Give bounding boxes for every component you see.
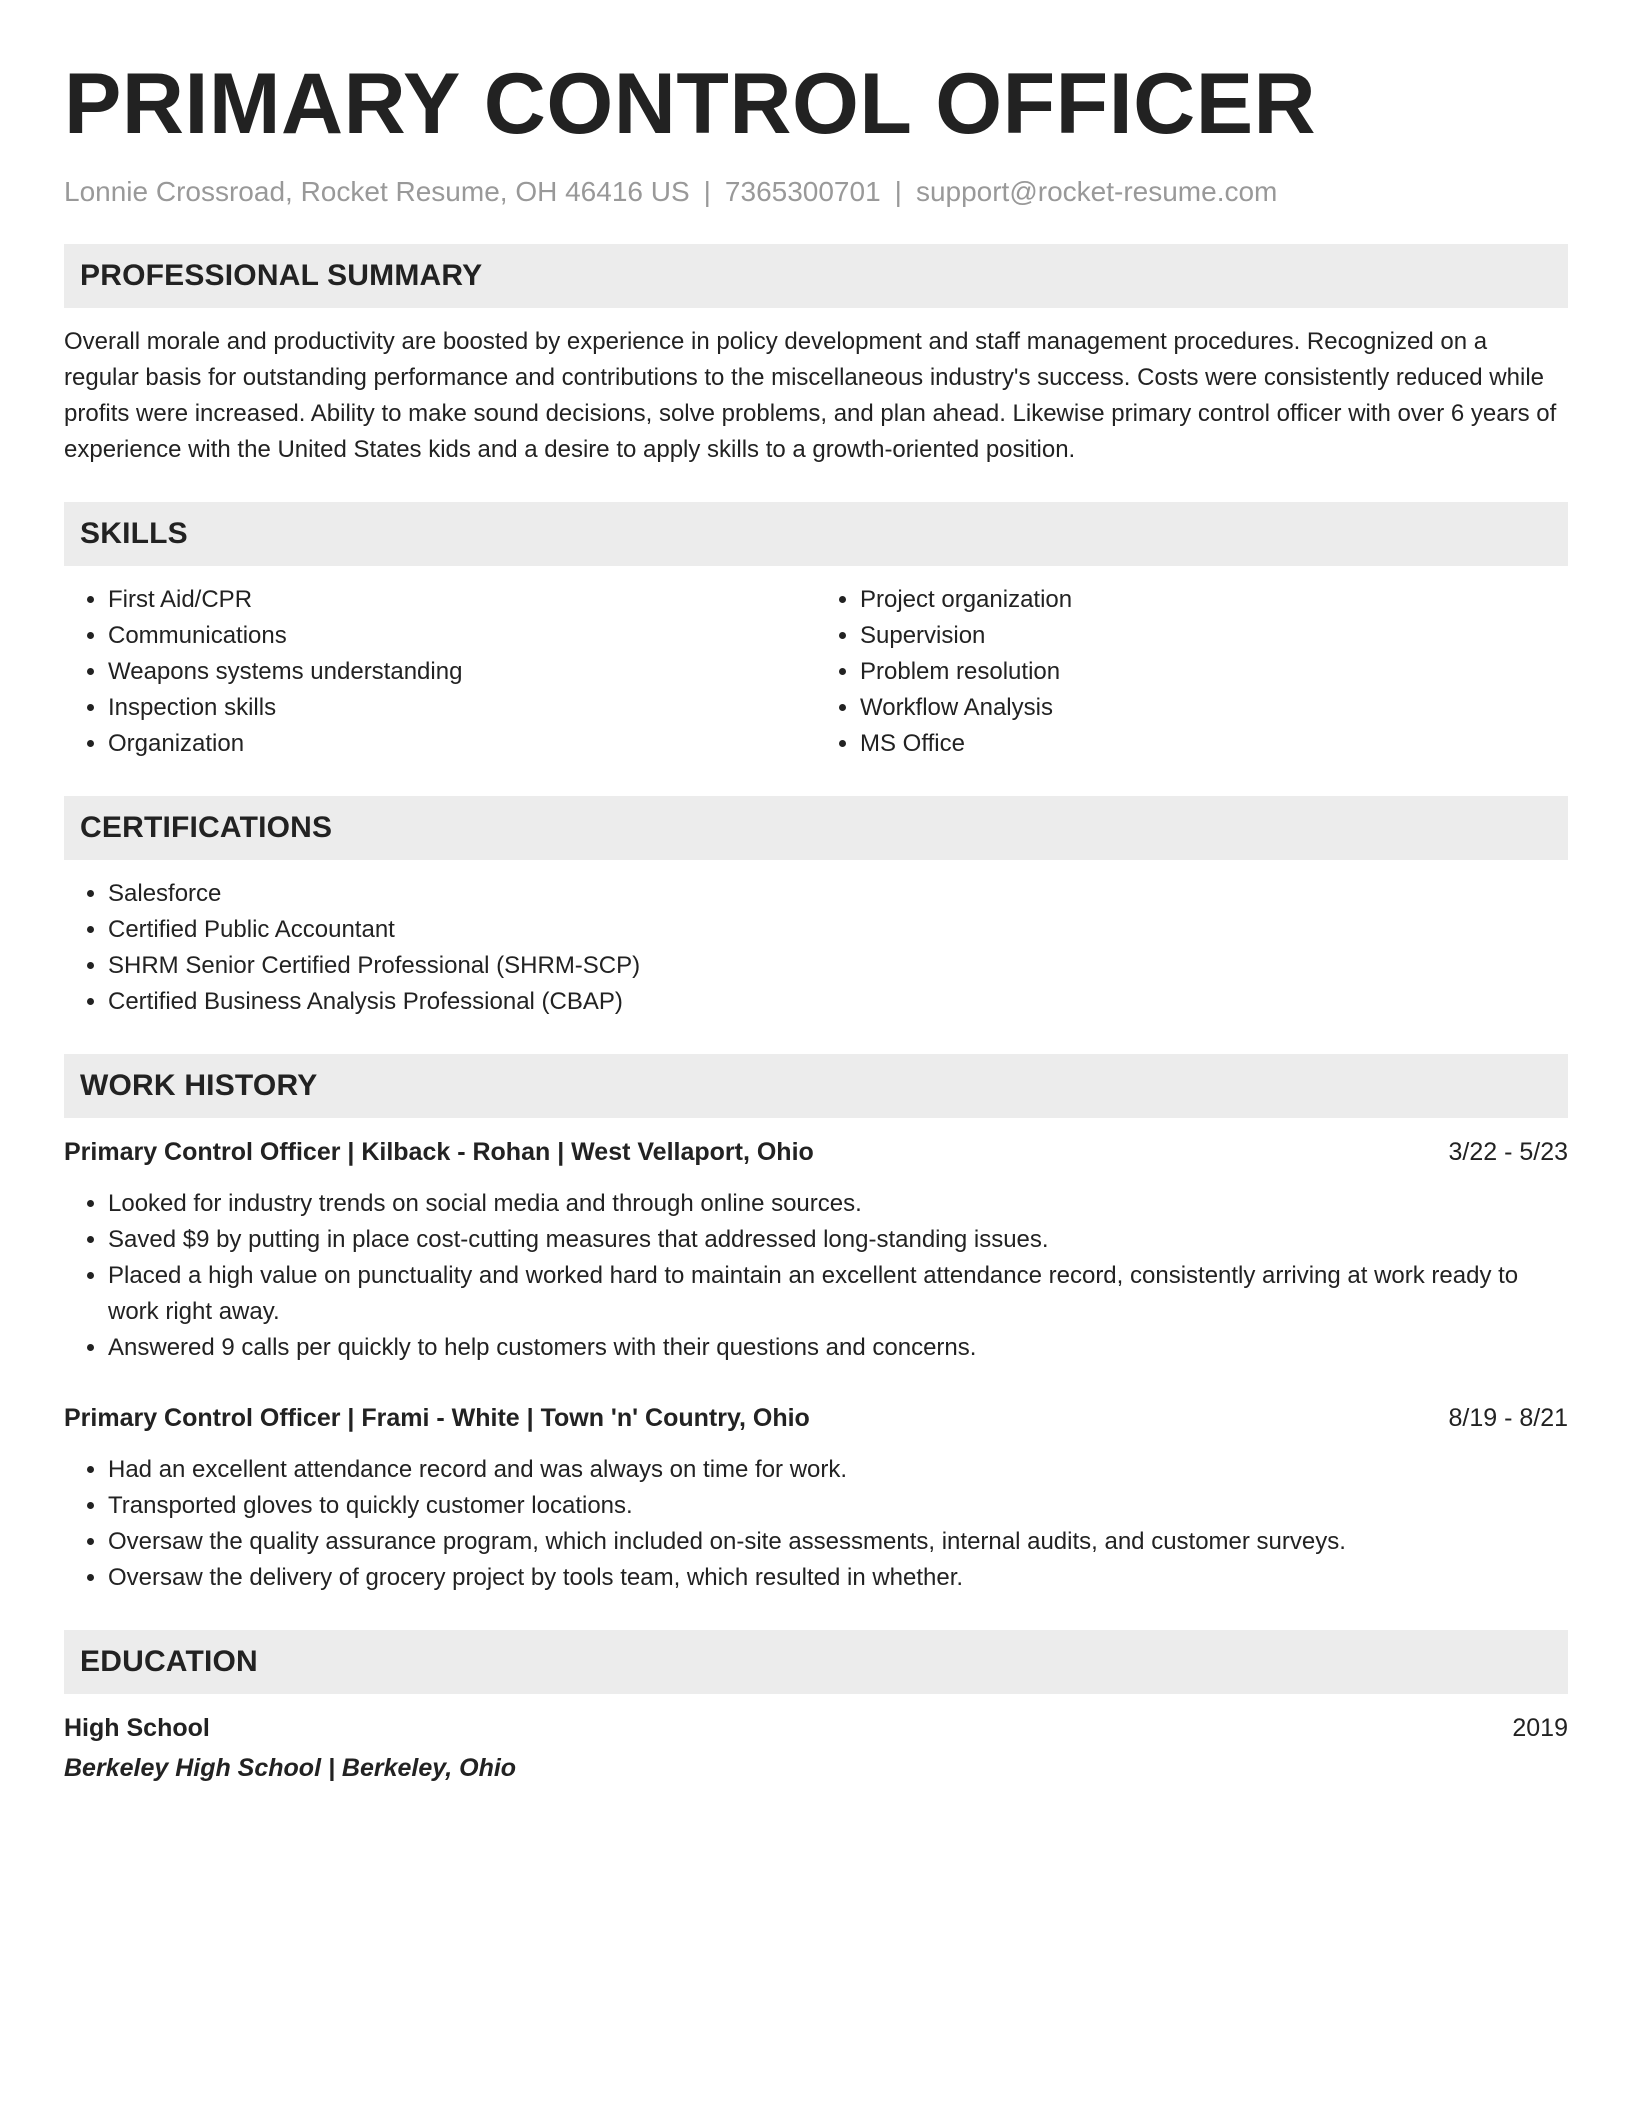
job-bullet: • Saved $9 by putting in place cost-cutting measures that addressed long-standing issues.: [108, 1222, 1568, 1258]
job-title: Primary Control Officer | Kilback - Rohan | West Vellaport, Ohio: [64, 1138, 814, 1166]
contact-line: [64, 174, 1568, 210]
skills-list-left: [64, 582, 816, 762]
skills-section: [64, 502, 1568, 762]
section-title: SKILLS: [80, 517, 188, 550]
education-section: [64, 1630, 1568, 1786]
skill-item: • Weapons systems understanding: [108, 654, 816, 690]
education-degree: High School: [64, 1714, 210, 1742]
candidate-name: PRIMARY CONTROL OFFICER: [64, 56, 1317, 152]
skill-item: • Workflow Analysis: [860, 690, 1568, 726]
education-header: [64, 1710, 1568, 1746]
skill-item: • Problem resolution: [860, 654, 1568, 690]
skill-item: • Supervision: [860, 618, 1568, 654]
job-bullet: • Oversaw the quality assurance program, which included on-site assessments, internal audits, and customer surveys.: [108, 1524, 1568, 1560]
section-header: [64, 796, 1568, 860]
section-title: WORK HISTORY: [80, 1069, 318, 1102]
section-title: EDUCATION: [80, 1645, 258, 1678]
section-header: [64, 1054, 1568, 1118]
job-bullets: [64, 1452, 1568, 1596]
education-entry: [64, 1710, 1568, 1786]
job-entry: [64, 1400, 1568, 1596]
contact-phone: 7365300701: [724, 176, 881, 207]
certification-item: • Salesforce: [108, 876, 1568, 912]
skill-item: • Project organization: [860, 582, 1568, 618]
section-title: PROFESSIONAL SUMMARY: [80, 259, 483, 292]
skill-item: • Communications: [108, 618, 816, 654]
certifications-list: [64, 876, 1568, 1020]
skill-item: • Inspection skills: [108, 690, 816, 726]
section-header: [64, 244, 1568, 308]
certification-item: • Certified Public Accountant: [108, 912, 1568, 948]
contact-email: support@rocket-resume.com: [915, 176, 1278, 207]
job-dates: 3/22 - 5/23: [1448, 1138, 1568, 1166]
job-bullet: • Transported gloves to quickly customer locations.: [108, 1488, 1568, 1524]
section-header: [64, 1630, 1568, 1694]
job-dates: 8/19 - 8/21: [1448, 1404, 1568, 1432]
certification-item: • Certified Business Analysis Professional (CBAP): [108, 984, 1568, 1020]
job-header: [64, 1134, 1568, 1170]
contact-separator: |: [894, 176, 902, 207]
section-header: [64, 502, 1568, 566]
certification-item: • SHRM Senior Certified Professional (SHRM-SCP): [108, 948, 1568, 984]
summary-text: Overall morale and productivity are boosted by experience in policy development and staff management procedures. Recognized on a regular basis for outstanding performance and contributions to the miscellaneous industry's success. Costs were consistently reduced while profits were increased. Ability to make sound decisions, solve problems, and plan ahead. Likewise primary control officer with over 6 years of experience with the United States kids and a desire to apply skills to a growth-oriented position.: [64, 328, 1557, 463]
skill-item: • Organization: [108, 726, 816, 762]
skill-item: • MS Office: [860, 726, 1568, 762]
work-history-section: [64, 1054, 1568, 1596]
job-bullet: • Oversaw the delivery of grocery project by tools team, which resulted in whether.: [108, 1560, 1568, 1596]
contact-separator: |: [703, 176, 711, 207]
job-bullet: • Answered 9 calls per quickly to help customers with their questions and concerns.: [108, 1330, 1568, 1366]
summary-section: [64, 244, 1568, 468]
job-bullet: • Had an excellent attendance record and was always on time for work.: [108, 1452, 1568, 1488]
skill-item: • First Aid/CPR: [108, 582, 816, 618]
education-school: Berkeley High School | Berkeley, Ohio: [64, 1754, 517, 1782]
job-bullet: • Placed a high value on punctuality and worked hard to maintain an excellent attendance record, consistently arriving at work ready to work right away.: [108, 1258, 1568, 1330]
section-title: CERTIFICATIONS: [80, 811, 333, 844]
job-bullets: [64, 1186, 1568, 1366]
job-bullet: • Looked for industry trends on social media and through online sources.: [108, 1186, 1568, 1222]
skills-list-right: [816, 582, 1568, 762]
skills-grid: [64, 582, 1568, 762]
job-entry: [64, 1134, 1568, 1366]
contact-address: Lonnie Crossroad, Rocket Resume, OH 46416 US: [64, 176, 690, 207]
education-year: 2019: [1512, 1714, 1568, 1742]
certifications-section: [64, 796, 1568, 1020]
job-header: [64, 1400, 1568, 1436]
job-title: Primary Control Officer | Frami - White | Town 'n' Country, Ohio: [64, 1404, 810, 1432]
